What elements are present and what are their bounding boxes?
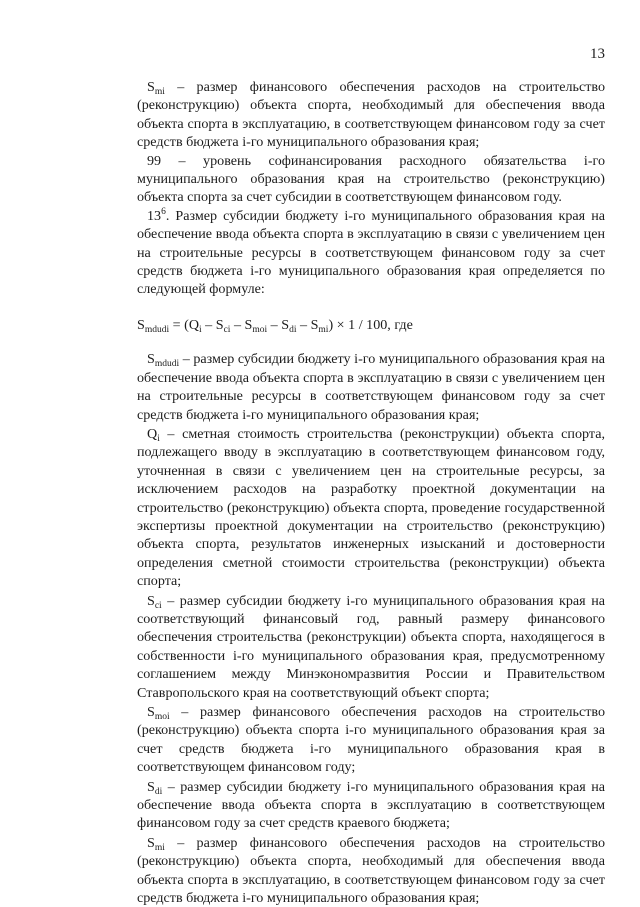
definition-s-moi: $S_{moi}$ – размер финансового обеспечения расходов на строительство (реконструкцию) объекта спорта i-го муниципального образования края за счет средств бюджета i-го муниципального образования края в соответствующем финансовом году; xyxy=(137,704,605,776)
definition-q-i: $Q_i$ – сметная стоимость строительства (реконструкции) объекта спорта, подлежащего вводу в эксплуатацию в соответствующем финансовом году, уточненная в связи с увеличением цен на строительные ресурсы, за исключением расходов на разработку проектной документации на строительство (реконструкцию) объекта спорта, проведение государственной экспертизы проектной документации на строительство (реконструкцию) объекта спорта, результатов инженерных изысканий и достоверности определения сметной стоимости строительства (реконструкции) объекта спорта; xyxy=(137,425,605,590)
page-number: 13 xyxy=(590,46,605,62)
definition-99: 99 – уровень софинансирования расходного обязательства i-го муниципального образования края на строительство (реконструкцию) объекта спорта за счет субсидии в соответствующем финансовом году. xyxy=(137,152,605,206)
definition-s-mi-repeat: $S_{mi}$ – размер финансового обеспечения расходов на строительство (реконструкцию) объекта спорта, необходимый для обеспечения ввода объекта спорта в эксплуатацию, в соответствующем финансовом году за счет средств бюджета i-го муниципального образования края; xyxy=(137,834,605,907)
definition-s-mdudi: $S_{mdudi}$ – размер субсидии бюджету i-го муниципального образования края на обеспечение ввода объекта спорта в эксплуатацию в связи с увеличением цен на строительные ресурсы в соответствующем финансовом году за счет средств бюджета i-го муниципального образования края; xyxy=(137,351,605,423)
definition-s-ci: $S_{ci}$ – размер субсидии бюджету i-го муниципального образования края на соответствующий финансовый год, равный размеру финансового обеспечения строительства (реконструкции) объекта спорта, находящегося в собственности i-го муниципального образования края, предусмотренному соглашением между Минэкономразвития России и Правительством Ставропольского края на соответствующий объект спорта; xyxy=(137,592,605,701)
formula: $S_{mdudi} = (Q_i - S_{ci} - S_{moi} - S_{di} - S_{mi}) \times 1 / 100$, где xyxy=(137,316,413,335)
definition-s-mi: $S_{mi}$ – размер финансового обеспечения расходов на строительство (реконструкцию) объекта спорта, необходимый для обеспечения ввода объекта спорта в эксплуатацию, в соответствующем финансовом году за счет средств бюджета i-го муниципального образования края; xyxy=(137,79,605,151)
definition-s-di: $S_{di}$ – размер субсидии бюджету i-го муниципального образования края на обеспечение ввода объекта спорта в эксплуатацию в соответствующем финансовом году за счет средств краевого бюджета; xyxy=(137,778,605,832)
clause-13-6: $13^6$. Размер субсидии бюджету i-го муниципального образования края на обеспечение ввода объекта спорта в эксплуатацию в связи с увеличением цен на строительные ресурсы в соответствующем финансовом году за счет средств бюджета i-го муниципального образования края определяется по следующей формуле: xyxy=(137,206,605,298)
document-body xyxy=(137,78,605,907)
